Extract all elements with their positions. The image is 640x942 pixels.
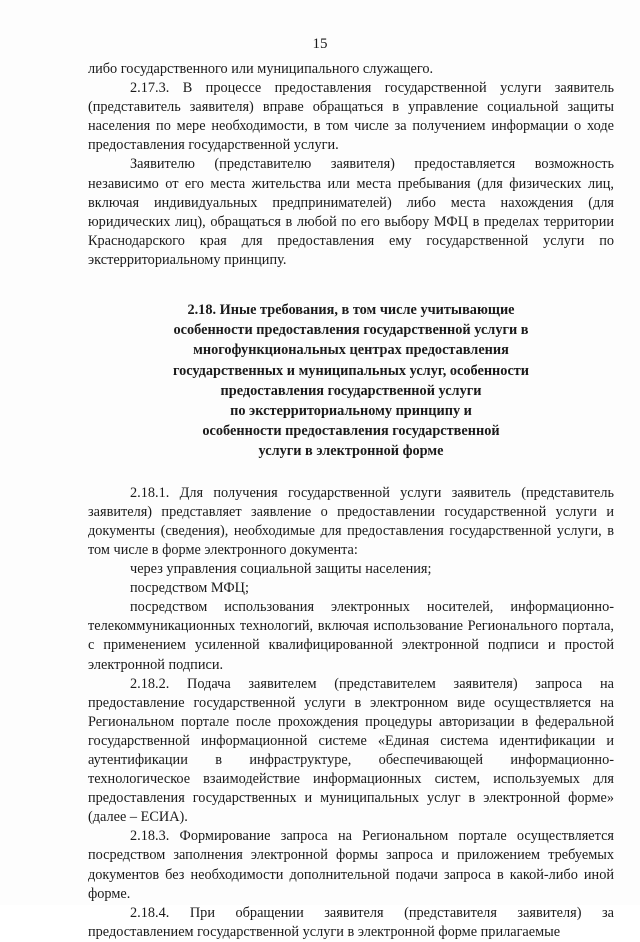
heading-line: многофункциональных центрах предоставления [193,342,509,359]
paragraph: 2.18.3. Формирование запроса на Региональном портале осуществляется посредством заполнения электронной формы запроса и приложением требуемых документов без необходимости дополнительной подачи запроса в какой-либо иной форме. [88,828,614,902]
paragraph: 2.18.1. Для получения государственной услуги заявитель (представитель заявителя) представляет заявление о предоставлении государственной услуги и документы (сведения), необходимые для предоставления государственной услуги, в том числе в форме электронного документа: [88,484,614,558]
section-heading [88,300,614,462]
paragraph: 2.18.2. Подача заявителем (представителем заявителя) запроса на предоставление государственной услуги в электронном виде осуществляется на Региональном портале после прохождения процедуры авторизации в федеральной государственной информационной системе «Единая система идентификации и аутентификации в инфраструктуре, обеспечивающей информационно-технологическое взаимодействие информационных систем, используемых для предоставления государственных и муниципальных услуг в электронной форме» (далее – ЕСИА). [88,675,614,826]
heading-line: особенности предоставления государственной [202,423,500,440]
heading-line: по экстерриториальному принципу и [230,403,472,420]
heading-line: услуги в электронной форме [258,443,444,460]
paragraph: Заявителю (представителю заявителя) предоставляется возможность независимо от его места жительства или места пребывания (для физических лиц, включая индивидуальных предпринимателей) либо места нахождения (для юридических лиц), обращаться в любой по его выбору МФЦ в пределах территории Краснодарского края для предоставления ему государственной услуги по экстерриториальному принципу. [88,156,614,268]
paragraph: через управления социальной защиты населения; [130,561,432,578]
heading-line: особенности предоставления государственной услуги в [173,322,529,339]
heading-line: 2.18. Иные требования, в том числе учитывающие [187,302,515,319]
page-number: 15 [312,36,328,52]
heading-line: предоставления государственной услуги [220,382,482,399]
paragraph-group-bottom [88,484,614,942]
paragraph: посредством использования электронных носителей, информационно-телекоммуникационных технологий, включая использование Регионального портала, с применением усиленной квалифицированной электронной подписи и простой электронной подписи. [88,599,614,673]
paragraph: 2.17.3. В процессе предоставления государственной услуги заявитель (представитель заявителя) вправе обращаться в управление социальной защиты населения по мере необходимости, в том числе за получением информации о ходе предоставления государственной услуги. [88,80,614,154]
heading-line: государственных и муниципальных услуг, особенности [172,362,530,379]
paragraph: либо государственного или муниципального служащего. [88,61,434,77]
paragraph-group-top [88,60,614,270]
paragraph: посредством МФЦ; [130,580,249,597]
document-body [88,60,614,942]
paragraph: 2.18.4. При обращении заявителя (представителя заявителя) за предоставлением государственной услуги в электронной форме прилагаемые [88,904,614,940]
